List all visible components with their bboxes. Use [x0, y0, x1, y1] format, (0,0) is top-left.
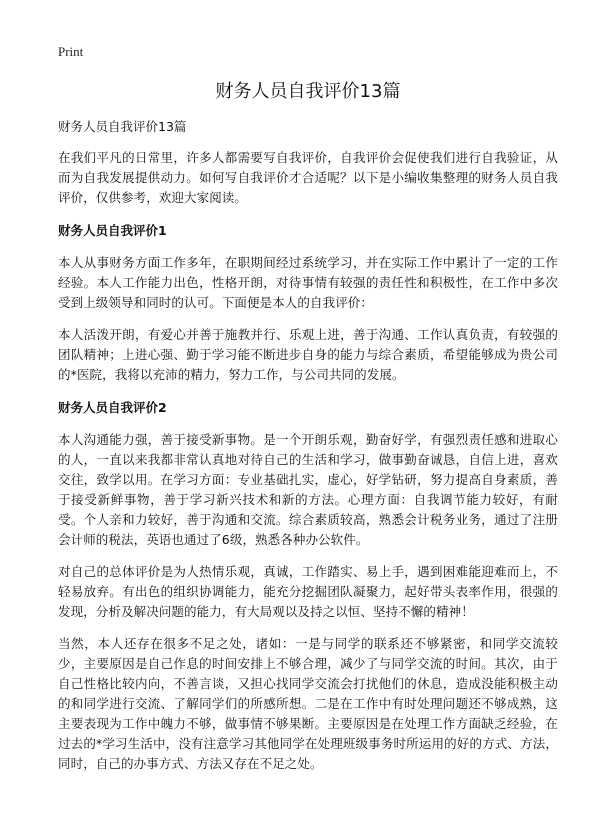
print-link[interactable]: Print: [58, 44, 84, 59]
page-title: 财务人员自我评价13篇: [215, 81, 401, 102]
section-2-paragraph-1: 本人沟通能力强，善于接受新事物。是一个开朗乐观，勤奋好学，有强烈责任感和进取心的人，一直以来我都非常认真地对待自己的生活和学习，做事勤奋诚恳，自信上进，喜欢交往，致学以用。在学习方面：专业基础扎实，虚心，好学钻研，努力提高自身素质，善于接受新鲜事物，善于学习新兴技术和新的方法。心理方面：自我调节能力较好，有耐受。个人亲和力较好，善于沟通和交流。综合素质较高，熟悉会计税务业务，通过了注册会计师的税法，英语也通过了6级，熟悉各种办公软件。: [58, 432, 558, 547]
section-heading-1: 财务人员自我评价1: [58, 223, 167, 238]
section-1-paragraph-2: 本人活泼开朗，有爱心并善于施教并行、乐观上进，善于沟通、工作认真负责，有较强的团队精神；上进心强、勤于学习能不断进步自身的能力与综合素质，希望能够成为贵公司的*医院，我将以充沛的精力，努力工作，与公司共同的发展。: [58, 327, 558, 382]
section-2-paragraph-3: 当然，本人还存在很多不足之处，诸如：一是与同学的联系还不够紧密，和同学交流较少，主要原因是自己作息的时间安排上不够合理，减少了与同学交流的时间。其次，由于自己性格比较内向，不善言谈，又担心找同学交流会打扰他们的休息，造成没能积极主动的和同学进行交流、了解同学们的所感所想。二是在工作中有时处理问题还不够成熟，这主要表现为工作中魄力不够，做事情不够果断。主要原因是在处理工作方面缺乏经验，在过去的*学习生活中，没有注意学习其他同学在处理班级事务时所运用的好的方式、方法，同时，自己的办事方式、方法又存在不足之处。: [58, 636, 558, 771]
document-subtitle: 财务人员自我评价13篇: [58, 119, 187, 134]
section-2-paragraph-2: 对自己的总体评价是为人热情乐观，真诚，工作踏实、易上手，遇到困难能迎难而上，不轻易放弃。有出色的组织协调能力，能充分挖掘团队凝聚力，起好带头表率作用，很强的发现，分析及解决问题的能力，有大局观以及持之以恒、坚持不懈的精神！: [58, 564, 558, 619]
section-1-paragraph-1: 本人从事财务方面工作多年，在职期间经过系统学习，并在实际工作中累计了一定的工作经验。本人工作能力出色，性格开朗，对待事情有较强的责任性和积极性，在工作中多次受到上级领导和同时的认可。下面便是本人的自我评价：: [58, 255, 558, 310]
section-heading-2: 财务人员自我评价2: [58, 400, 167, 415]
intro-paragraph: 在我们平凡的日常里，许多人都需要写自我评价，自我评价会促使我们进行自我验证，从而为自我发展提供动力。如何写自我评价才合适呢？以下是小编收集整理的财务人员自我评价，仅供参考，欢迎大家阅读。: [58, 150, 558, 205]
